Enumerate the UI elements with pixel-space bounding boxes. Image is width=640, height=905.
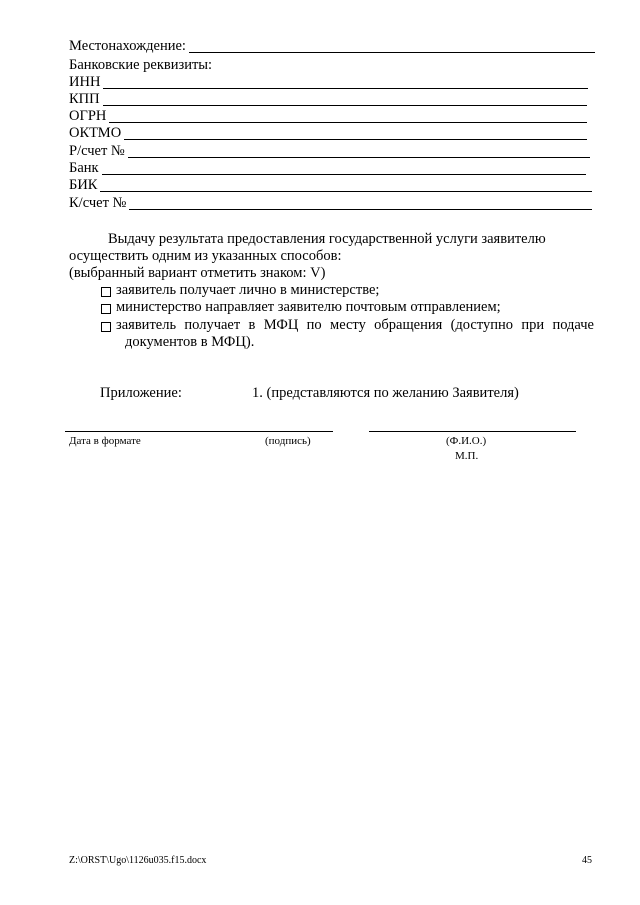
account-blank-line[interactable]	[128, 144, 590, 158]
stamp-caption: М.П.	[455, 450, 479, 462]
ogrn-label: ОГРН	[69, 108, 107, 124]
page-number: 45	[582, 855, 592, 866]
name-caption: (Ф.И.О.)	[446, 435, 487, 447]
date-signature-line[interactable]	[65, 431, 333, 432]
inn-label: ИНН	[69, 74, 101, 90]
bank-blank-line[interactable]	[102, 161, 586, 175]
footer-file-path: Z:\ORST\Ugo\1126u035.f15.docx	[69, 855, 207, 866]
delivery-option-3-text: заявитель получает в МФЦ по месту обращения (доступно при подаче	[116, 317, 594, 333]
checkbox-icon[interactable]	[101, 304, 111, 314]
delivery-option-1[interactable]	[100, 282, 594, 299]
oktmo-field	[69, 125, 587, 142]
oktmo-blank-line[interactable]	[124, 126, 587, 140]
bik-label: БИК	[69, 177, 98, 193]
inn-field	[69, 74, 588, 91]
attachment-label: Приложение:	[100, 385, 182, 401]
account-label: Р/счет №	[69, 143, 125, 159]
kpp-field	[69, 91, 587, 108]
attachment-text: 1. (представляются по желанию Заявителя)	[252, 385, 519, 401]
account-field	[69, 143, 590, 160]
delivery-option-1-text: заявитель получает лично в министерстве;	[116, 282, 380, 298]
corr-account-field	[69, 195, 592, 212]
checkbox-icon[interactable]	[101, 287, 111, 297]
delivery-paragraph-line3: (выбранный вариант отметить знаком: V)	[69, 265, 326, 281]
delivery-paragraph-line2: осуществить одним из указанных способов:	[69, 248, 342, 264]
delivery-option-3[interactable]	[100, 317, 594, 334]
date-caption: Дата в формате	[69, 435, 141, 447]
kpp-label: КПП	[69, 91, 100, 107]
ogrn-blank-line[interactable]	[109, 109, 587, 123]
bik-blank-line[interactable]	[100, 178, 592, 192]
delivery-paragraph-line1: Выдачу результата предоставления государственной услуги заявителю	[108, 231, 546, 247]
delivery-option-3-text-continued: документов в МФЦ).	[125, 334, 255, 350]
delivery-option-2[interactable]	[100, 299, 594, 316]
corr-account-label: К/счет №	[69, 195, 127, 211]
corr-account-blank-line[interactable]	[129, 196, 592, 210]
location-field	[69, 38, 595, 55]
bik-field	[69, 177, 592, 194]
inn-blank-line[interactable]	[103, 75, 588, 89]
bank-label: Банк	[69, 160, 99, 176]
name-signature-line[interactable]	[369, 431, 576, 432]
sign-caption: (подпись)	[265, 435, 311, 447]
checkbox-icon[interactable]	[101, 322, 111, 332]
bank-field	[69, 160, 586, 177]
kpp-blank-line[interactable]	[103, 92, 587, 106]
ogrn-field	[69, 108, 587, 125]
delivery-option-2-text: министерство направляет заявителю почтовым отправлением;	[116, 299, 501, 315]
location-label: Местонахождение:	[69, 38, 186, 54]
location-blank-line[interactable]	[189, 39, 595, 53]
oktmo-label: ОКТМО	[69, 125, 122, 141]
bank-details-heading: Банковские реквизиты:	[69, 57, 213, 73]
